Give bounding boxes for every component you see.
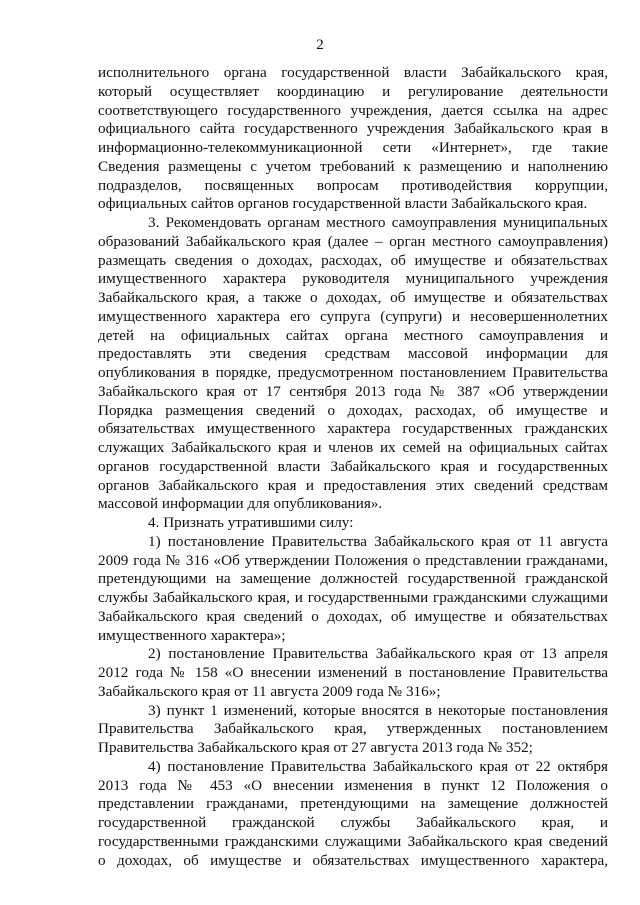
- text-line: подразделов, посвященных вопросам противодействия коррупции,: [98, 176, 608, 194]
- text-line: имущественного характера его супруга (супруги) и несовершеннолетних: [98, 307, 608, 325]
- text-line: Забайкальского края, а также о доходах, об имуществе и обязательствах: [98, 289, 608, 306]
- text-line: Порядка размещения сведений о доходах, расходах, об имуществе и: [98, 401, 608, 419]
- text-line: органов государственной власти Забайкальского края и государственных: [98, 457, 608, 475]
- text-line: массовой информации для опубликования».: [98, 495, 383, 513]
- text-line: Забайкальского края от 11 августа 2009 года № 316»;: [98, 682, 441, 700]
- text-line: Правительства Забайкальского края от 27 августа 2013 года № 352;: [98, 739, 533, 756]
- text-line: 4. Признать утратившими силу:: [148, 514, 354, 531]
- text-line: опубликования в порядке, предусмотренном постановлением Правительства: [98, 364, 608, 381]
- text-line: детей на официальных сайтах органа местного самоуправления и: [98, 326, 608, 344]
- text-line: исполнительного органа государственной власти Забайкальского края,: [98, 64, 608, 81]
- text-line: представлении гражданами, претендующими на замещение должностей: [98, 795, 608, 813]
- text-line: информационно-телекоммуникационной сети «Интернет», где такие: [98, 139, 608, 156]
- text-line: служащих Забайкальского края и членов их семей на официальных сайтах: [98, 439, 608, 456]
- text-line: который осуществляет координацию и регулирование деятельности: [98, 82, 608, 100]
- text-line: 4) постановление Правительства Забайкальского края от 22 октября: [148, 757, 608, 775]
- text-line: размещать сведения о доходах, расходах, об имуществе и обязательствах: [98, 251, 608, 269]
- text-line: 3) пункт 1 изменений, которые вносятся в некоторые постановления: [148, 701, 608, 719]
- text-line: 1) постановление Правительства Забайкальского края от 11 августа: [148, 532, 608, 550]
- page-number: 2: [316, 37, 324, 53]
- document-body: [98, 64, 608, 870]
- text-line: 3. Рекомендовать органам местного самоуправления муниципальных: [148, 214, 608, 231]
- text-line: 2013 года № 453 «О внесении изменения в пункт 12 Положения о: [98, 776, 608, 794]
- text-line: 2009 года № 316 «Об утверждении Положения о представлении гражданами,: [98, 551, 608, 569]
- text-line: государственной гражданской службы Забайкальского края, и: [98, 814, 608, 831]
- text-line: органов Забайкальского края и предоставления этих сведений средствам: [98, 476, 608, 494]
- text-line: претендующими на замещение должностей государственной гражданской: [98, 570, 608, 588]
- text-line: обязательствах имущественного характера государственных гражданских: [98, 420, 608, 438]
- text-line: Забайкальского края сведений о доходах, об имуществе и обязательствах: [98, 607, 608, 625]
- text-line: службы Забайкальского края, и государственными гражданскими служащими: [98, 589, 608, 606]
- text-line: Сведения размещены с учетом требований к размещению и наполнению: [98, 157, 608, 175]
- text-line: официального сайта государственного учреждения Забайкальского края в: [98, 120, 608, 138]
- text-line: 2) постановление Правительства Забайкальского края от 13 апреля: [148, 645, 608, 663]
- text-line: предоставлять эти сведения средствам массовой информации для: [98, 345, 608, 363]
- text-line: образований Забайкальского края (далее – орган местного самоуправления): [98, 232, 608, 250]
- text-line: имущественного характера руководителя муниципального учреждения: [98, 270, 608, 288]
- text-line: 2012 года № 158 «О внесении изменений в постановление Правительства: [98, 664, 608, 681]
- text-line: государственными гражданскими служащими Забайкальского края сведений: [98, 832, 608, 850]
- text-line: имущественного характера»;: [98, 626, 286, 644]
- text-line: соответствующего государственного учреждения, дается ссылка на адрес: [98, 101, 608, 119]
- text-line: о доходах, об имуществе и обязательствах имущественного характера,: [98, 851, 608, 869]
- text-line: Правительства Забайкальского края, утвержденных постановлением: [98, 720, 608, 738]
- text-line: Забайкальского края от 17 сентября 2013 года № 387 «Об утверждении: [98, 382, 608, 400]
- text-line: официальных сайтов органов государственной власти Забайкальского края.: [98, 195, 588, 213]
